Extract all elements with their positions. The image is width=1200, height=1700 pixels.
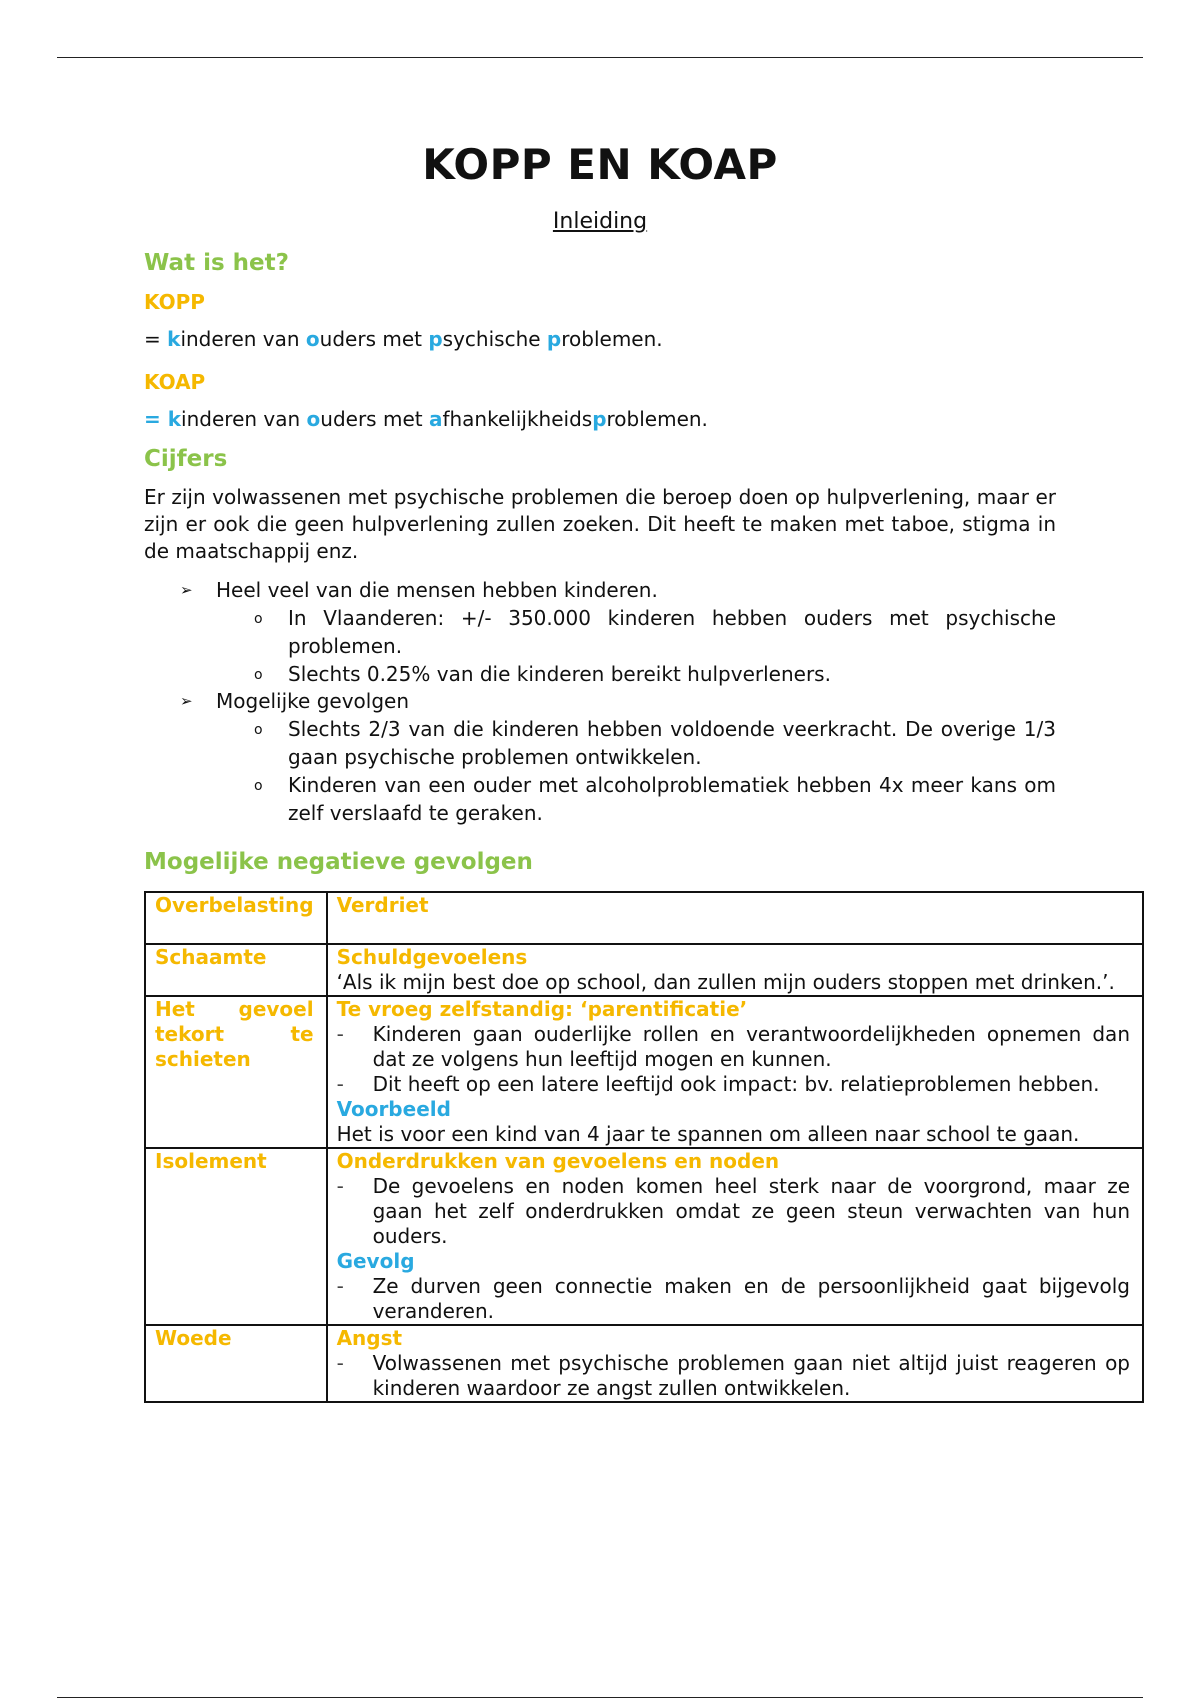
bullet-text: Heel veel van die mensen hebben kinderen. bbox=[216, 578, 658, 602]
row-label: Woede bbox=[155, 1326, 232, 1350]
list-item-text: Dit heeft op een latere leeftijd ook impact: bv. relatieproblemen hebben. bbox=[372, 1072, 1100, 1096]
dash-list bbox=[337, 1351, 1130, 1401]
list-item bbox=[216, 604, 1056, 660]
koap-letter-p: p bbox=[592, 407, 607, 431]
table-cell-left bbox=[145, 996, 327, 1148]
list-item bbox=[216, 771, 1056, 827]
list-item bbox=[337, 1072, 1130, 1097]
koap-text: uders met bbox=[320, 407, 429, 431]
arrow-bullet-icon: ➢ bbox=[180, 581, 193, 599]
row-subtext: Het is voor een kind van 4 jaar te spannen om alleen naar school te gaan. bbox=[336, 1122, 1080, 1146]
row-label: Overbelasting bbox=[155, 893, 314, 917]
kopp-definition bbox=[144, 326, 1056, 352]
document-body bbox=[144, 140, 1130, 1403]
section-heading-wat-is-het: Wat is het? bbox=[144, 250, 289, 276]
kopp-letter-p: p bbox=[546, 327, 562, 351]
row-subheading: Voorbeeld bbox=[336, 1097, 451, 1121]
table-cell-left bbox=[145, 892, 327, 944]
sub-bullet-list bbox=[216, 604, 1056, 688]
footer-rule bbox=[57, 1697, 1143, 1698]
row-quote: ‘Als ik mijn best doe op school, dan zullen mijn ouders stoppen met drinken.’. bbox=[336, 970, 1115, 994]
dash-bullet-icon: - bbox=[336, 1022, 344, 1046]
sub-bullet-text: Kinderen van een ouder met alcoholproblematiek hebben 4x meer kans om zelf verslaafd te geraken. bbox=[288, 773, 1056, 825]
table-cell-right bbox=[327, 1148, 1143, 1325]
table-cell-left bbox=[145, 1325, 327, 1402]
circle-bullet-icon: o bbox=[254, 611, 263, 627]
kopp-letter-o: o bbox=[305, 327, 320, 351]
koap-text: fhankelijkheids bbox=[442, 407, 593, 431]
koap-definition bbox=[144, 406, 1056, 432]
list-item bbox=[337, 1022, 1130, 1072]
sub-bullet-text: In Vlaanderen: +/- 350.000 kinderen hebben ouders met psychische problemen. bbox=[288, 606, 1056, 658]
dash-bullet-icon: - bbox=[336, 1072, 344, 1096]
kopp-letter-k: k bbox=[167, 327, 181, 351]
list-item bbox=[144, 577, 1056, 688]
section-heading-cijfers: Cijfers bbox=[144, 446, 228, 472]
kopp-eq: = bbox=[144, 327, 168, 351]
dash-list bbox=[337, 1022, 1130, 1097]
list-item bbox=[337, 1351, 1130, 1401]
sub-bullet-text: Slechts 0.25% van die kinderen bereikt hulpverleners. bbox=[288, 662, 831, 686]
list-item bbox=[144, 688, 1056, 827]
dash-bullet-icon: - bbox=[336, 1174, 344, 1198]
dash-bullet-icon: - bbox=[336, 1351, 344, 1375]
kopp-letter-p: p bbox=[428, 327, 443, 351]
row-label: Het gevoel tekort te schieten bbox=[155, 997, 314, 1071]
header-rule bbox=[57, 57, 1143, 58]
circle-bullet-icon: o bbox=[254, 722, 263, 738]
list-item-text: Volwassenen met psychische problemen gaan niet altijd juist reageren op kinderen waardoor ze angst zullen ontwikkelen. bbox=[372, 1351, 1130, 1400]
document-subtitle: Inleiding bbox=[552, 209, 648, 234]
row-heading: Angst bbox=[336, 1326, 403, 1350]
sub-bullet-list bbox=[216, 715, 1056, 827]
document-title: KOPP EN KOAP bbox=[422, 140, 778, 189]
koap-letter-o: o bbox=[306, 407, 321, 431]
row-heading: Verdriet bbox=[336, 893, 429, 917]
list-item bbox=[216, 715, 1056, 771]
table-cell-left bbox=[145, 944, 327, 996]
row-heading: Onderdrukken van gevoelens en noden bbox=[336, 1149, 780, 1173]
row-heading: Schuldgevoelens bbox=[336, 945, 528, 969]
table-cell-right bbox=[327, 892, 1143, 944]
row-label: Schaamte bbox=[155, 945, 267, 969]
negatieve-gevolgen-table bbox=[144, 891, 1144, 1403]
row-heading: Te vroeg zelfstandig: ‘parentificatie’ bbox=[336, 997, 748, 1021]
list-item-text: Kinderen gaan ouderlijke rollen en verantwoordelijkheden opnemen dan dat ze volgens hun leeftijd mogen en kunnen. bbox=[372, 1022, 1130, 1071]
koap-label: KOAP bbox=[144, 370, 206, 394]
list-item-text: Ze durven geen connectie maken en de persoonlijkheid gaat bijgevolg veranderen. bbox=[372, 1274, 1130, 1323]
table-cell-left bbox=[145, 1148, 327, 1325]
koap-letter-a: a bbox=[428, 407, 443, 431]
sub-bullet-text: Slechts 2/3 van die kinderen hebben voldoende veerkracht. De overige 1/3 gaan psychische problemen ontwikkelen. bbox=[288, 717, 1056, 769]
table-row bbox=[145, 1325, 1143, 1402]
circle-bullet-icon: o bbox=[254, 667, 263, 683]
koap-text: roblemen. bbox=[606, 407, 708, 431]
kopp-text: inderen van bbox=[180, 327, 306, 351]
table-row bbox=[145, 996, 1143, 1148]
table-cell-right bbox=[327, 996, 1143, 1148]
arrow-bullet-icon: ➢ bbox=[180, 692, 193, 710]
dash-list bbox=[337, 1174, 1130, 1249]
row-label: Isolement bbox=[155, 1149, 267, 1173]
kopp-text: sychische bbox=[442, 327, 547, 351]
cijfers-paragraph: Er zijn volwassenen met psychische problemen die beroep doen op hulpverlening, maar er zijn er ook die geen hulpverlening zullen zoeken. Dit heeft te maken met taboe, stigma in de maatschappij enz. bbox=[144, 485, 1056, 563]
bullet-text: Mogelijke gevolgen bbox=[216, 689, 409, 713]
kopp-text: uders met bbox=[319, 327, 429, 351]
koap-eq: = bbox=[144, 407, 168, 431]
cijfers-bullet-list bbox=[144, 577, 1056, 827]
table-cell-right bbox=[327, 1325, 1143, 1402]
koap-text: inderen van bbox=[181, 407, 307, 431]
table-cell-right bbox=[327, 944, 1143, 996]
circle-bullet-icon: o bbox=[254, 778, 263, 794]
list-item bbox=[337, 1274, 1130, 1324]
dash-bullet-icon: - bbox=[336, 1274, 344, 1298]
kopp-label: KOPP bbox=[144, 290, 205, 314]
table-row bbox=[145, 892, 1143, 944]
list-item bbox=[337, 1174, 1130, 1249]
dash-list bbox=[337, 1274, 1130, 1324]
list-item-text: De gevoelens en noden komen heel sterk naar de voorgrond, maar ze gaan het zelf onderdrukken omdat ze geen steun verwachten van hun ouders. bbox=[372, 1174, 1130, 1248]
table-row bbox=[145, 944, 1143, 996]
table-row bbox=[145, 1148, 1143, 1325]
kopp-text: roblemen. bbox=[561, 327, 663, 351]
koap-letter-k: k bbox=[167, 407, 182, 431]
list-item bbox=[216, 660, 1056, 688]
section-heading-negatieve-gevolgen: Mogelijke negatieve gevolgen bbox=[144, 849, 533, 875]
row-subheading: Gevolg bbox=[336, 1249, 415, 1273]
